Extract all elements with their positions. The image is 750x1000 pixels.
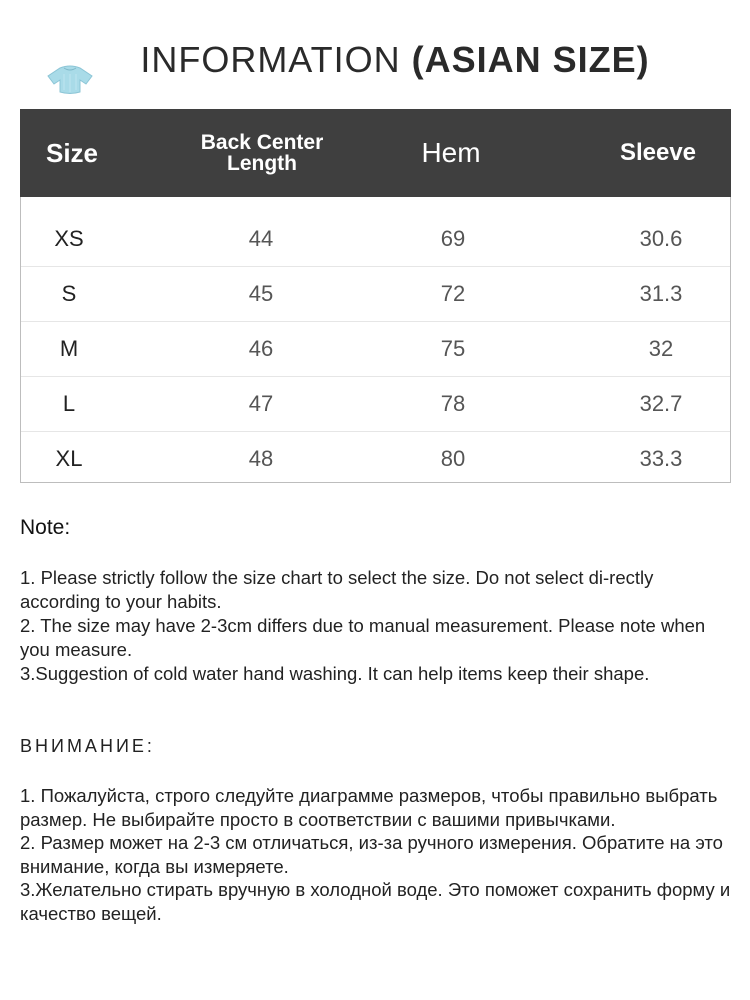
- table-row: [21, 212, 730, 267]
- russian-note-list: [20, 784, 732, 925]
- size-cell: XS: [54, 226, 84, 251]
- russian-note-title: ВНИМАНИЕ:: [20, 736, 155, 756]
- size-cell: L: [62, 391, 76, 416]
- russian-note-item: 3.Желательно стирать вручную в холодной воде. Это поможет сохранить форму и качество вещей.: [20, 879, 731, 924]
- table-row: [21, 322, 730, 377]
- note-item: 3.Suggestion of cold water hand washing. It can help items keep their shape.: [20, 663, 650, 684]
- table-row: [21, 432, 730, 486]
- hem-cell: 69: [440, 226, 466, 251]
- page-title: [140, 30, 649, 90]
- size-cell: S: [61, 281, 77, 306]
- sleeve-cell: 32.7: [639, 391, 683, 416]
- back-length-cell: 47: [248, 391, 274, 416]
- sleeve-cell: 30.6: [639, 226, 683, 251]
- sleeve-cell: 32: [648, 336, 674, 361]
- size-cell: XL: [55, 446, 83, 471]
- title-asian-size: (ASIAN SIZE): [411, 39, 650, 80]
- table-header: [20, 109, 731, 197]
- hem-cell: 72: [440, 281, 466, 306]
- column-header-size: Size: [45, 137, 99, 168]
- back-length-cell: 45: [248, 281, 274, 306]
- column-header-back-center-length: Back Center Length: [200, 131, 324, 175]
- note-item: 2. The size may have 2-3cm differs due to manual measurement. Please note when you measure.: [20, 615, 706, 660]
- sleeve-cell: 31.3: [639, 281, 683, 306]
- sleeve-cell: 33.3: [639, 446, 683, 471]
- hem-cell: 80: [440, 446, 466, 471]
- column-header-sleeve: Sleeve: [619, 139, 697, 166]
- size-cell: M: [59, 336, 79, 361]
- russian-note-item: 1. Пожалуйста, строго следуйте диаграмме размеров, чтобы правильно выбрать размер. Не выбирайте просто в соответствии с вашими привычками.: [20, 785, 718, 830]
- title-main: INFORMATION: [140, 39, 401, 80]
- hem-cell: 75: [440, 336, 466, 361]
- table-row: [21, 377, 730, 432]
- column-header-hem: Hem: [421, 137, 481, 168]
- back-length-cell: 44: [248, 226, 274, 251]
- note-item: 1. Please strictly follow the size chart to select the size. Do not select di-rectly according to your habits.: [20, 567, 654, 612]
- hem-cell: 78: [440, 391, 466, 416]
- header: [0, 30, 750, 90]
- size-table: [20, 109, 731, 483]
- note-title: Note:: [20, 516, 71, 539]
- crop-top-garment-icon: [46, 62, 94, 96]
- note-list: [20, 566, 720, 686]
- russian-note-item: 2. Размер может на 2-3 см отличаться, из-за ручного измерения. Обратите на это внимание, когда вы измеряете.: [20, 832, 723, 877]
- back-length-cell: 48: [248, 446, 274, 471]
- back-length-cell: 46: [248, 336, 274, 361]
- table-row: [21, 267, 730, 322]
- table-body: [21, 212, 730, 486]
